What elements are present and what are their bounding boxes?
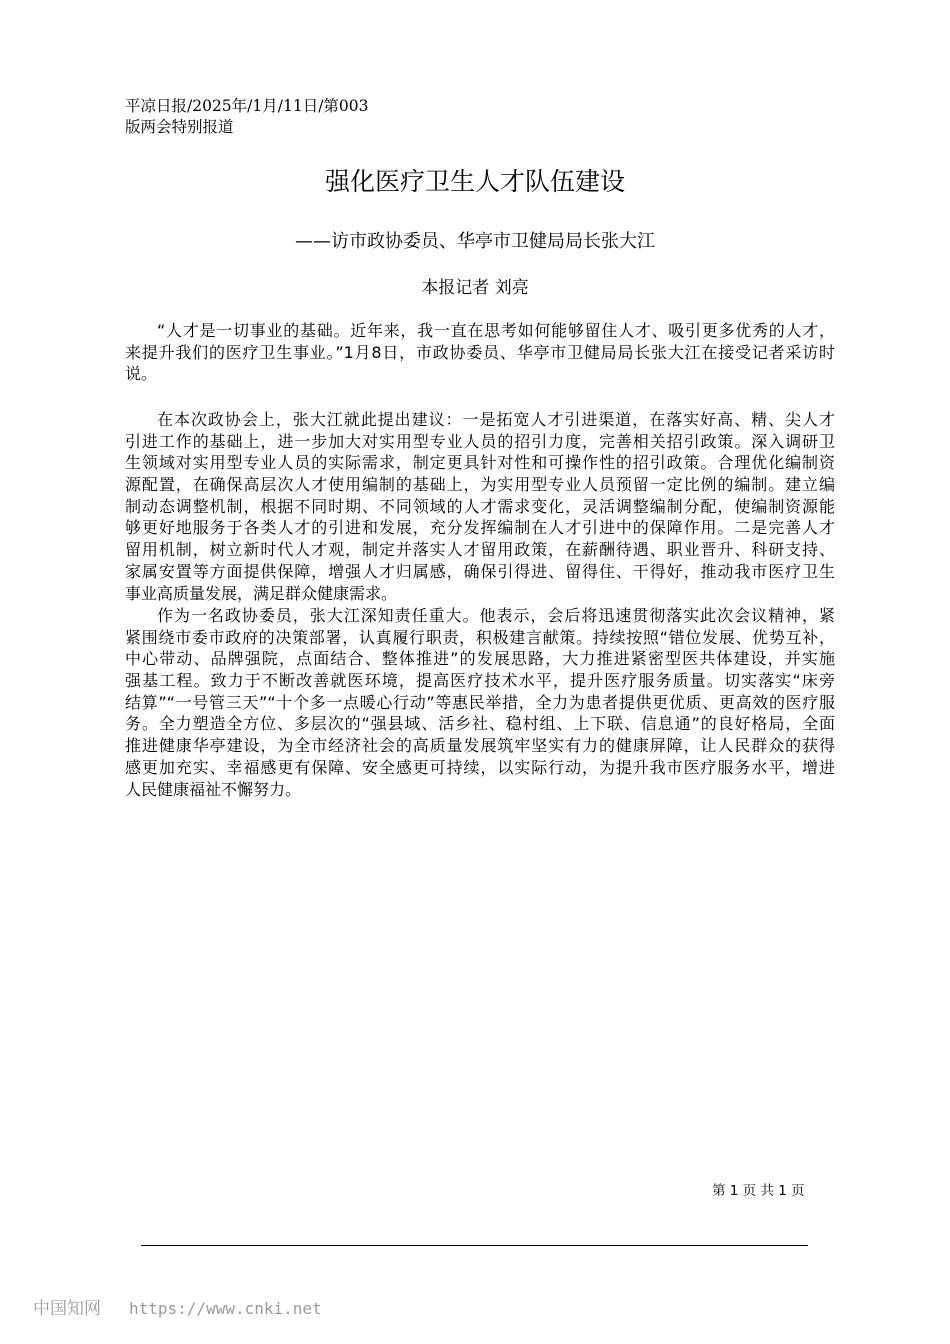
text-line: 感更加充实、幸福感更有保障、安全感更可持续，以实际行动，为提升我市医疗服务水平，增进 — [125, 757, 835, 777]
source-info — [125, 96, 369, 138]
article-title: 强化医疗卫生人才队伍建设 — [324, 167, 625, 196]
text-line: 作为一名政协委员，张大江深知责任重大。他表示，会后将迅速贯彻落实此次会议精神，紧 — [157, 606, 835, 625]
section-line: 版两会特别报道 — [125, 118, 234, 136]
page-number: 第 1 页 共 1 页 — [712, 1183, 805, 1199]
watermark-brand: 中国知网 — [33, 1299, 101, 1319]
text-line: 来提升我们的医疗卫生事业。”1月8日，市政协委员、华亭市卫健局局长张大江在接受记者采访时 — [125, 342, 835, 362]
watermark-url: https://www.cnki.net — [129, 1299, 322, 1318]
watermark — [33, 1294, 322, 1319]
paragraph — [125, 605, 835, 800]
paragraph — [125, 409, 835, 604]
text-line: “人才是一切事业的基础。近年来，我一直在思考如何能够留住人才、吸引更多优秀的人才， — [157, 321, 835, 340]
text-line: 引进工作的基础上，进一步加大对实用型专业人员的招引力度，完善相关招引政策。深入调研卫 — [125, 431, 835, 451]
text-line: 中心带动、品牌强院，点面结合、整体推进”的发展思路，大力推进紧密型医共体建设，并实施 — [125, 649, 835, 669]
text-line: 够更好地服务于各类人才的引进和发展，充分发挥编制在人才引进中的保障作用。二是完善人才 — [125, 518, 835, 538]
text-line: 说。 — [125, 364, 158, 384]
text-line: 推进健康华亭建设，为全市经济社会的高质量发展筑牢坚实有力的健康屏障，让人民群众的获得 — [125, 736, 835, 756]
article-author: 本报记者 刘亮 — [421, 278, 529, 298]
paragraph — [125, 320, 835, 385]
text-line: 留用机制，树立新时代人才观，制定并落实人才留用政策，在薪酬待遇、职业晋升、科研支持、 — [125, 540, 835, 560]
text-line: 在本次政协会上，张大江就此提出建议：一是拓宽人才引进渠道，在落实好高、精、尖人才 — [157, 410, 835, 429]
text-line: 务。全力塑造全方位、多层次的“强县域、活乡社、稳村组、上下联、信息通”的良好格局，全面 — [125, 714, 835, 734]
text-line: 生领域对实用型专业人员的实际需求，制定更具针对性和可操作性的招引政策。合理优化编制资 — [125, 453, 835, 473]
text-line: 制动态调整机制，根据不同时期、不同领域的人才需求变化，灵活调整编制分配，使编制资源能 — [125, 496, 835, 516]
text-line: 紧围绕市委市政府的决策部署，认真履行职责，积极建言献策。持续按照“错位发展、优势互补， — [125, 627, 835, 647]
text-line: 结算”“一号管三天”“十个多一点暖心行动”等惠民举措，全力为患者提供更优质、更高效的医疗服 — [125, 692, 835, 712]
footer-divider — [141, 1245, 808, 1246]
text-line: 事业高质量发展，满足群众健康需求。 — [125, 583, 398, 603]
text-line: 源配置，在确保高层次人才使用编制的基础上，为实用型专业人员预留一定比例的编制。建立编 — [125, 475, 835, 495]
source-line: 平凉日报/2025年/1月/11日/第003 — [125, 97, 369, 115]
article-subtitle: ——访市政协委员、华亭市卫健局局长张大江 — [295, 231, 655, 252]
text-line: 人民健康福祉不懈努力。 — [125, 779, 302, 799]
text-line: 家属安置等方面提供保障，增强人才归属感，确保引得进、留得住、干得好，推动我市医疗卫生 — [125, 561, 835, 581]
text-line: 强基工程。致力于不断改善就医环境，提高医疗技术水平，提升医疗服务质量。切实落实“床旁 — [125, 671, 835, 691]
